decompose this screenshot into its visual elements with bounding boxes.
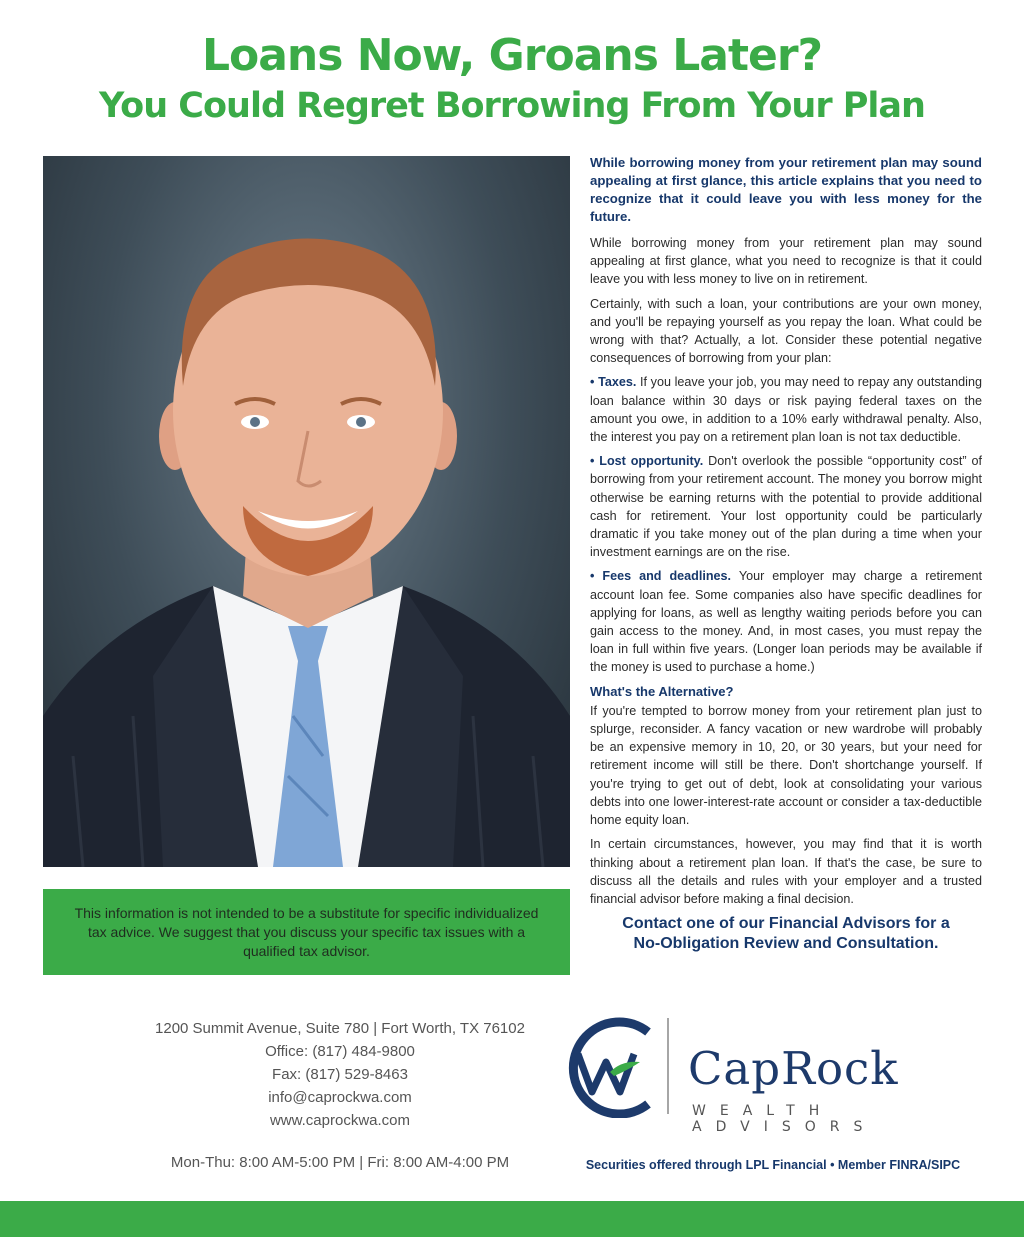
bullet-lost-opportunity [590,452,982,561]
bullet-fees-deadlines [590,567,982,676]
contact-office-phone: Office: (817) 484-9800 [265,1043,415,1060]
cta-line: Contact one of our Financial Advisors for a [622,915,950,933]
contact-website-link[interactable]: www.caprockwa.com [269,1112,411,1129]
article-paragraph: Certainly, with such a loan, your contributions are your own money, and you'll be repaying yourself as you repay the loan. What could be wrong with that? Actually, a lot. Consider these potential negative consequences of borrowing from your plan: [590,296,982,366]
bullet-text: Your employer may charge a retirement account loan fee. Some companies also have specific deadlines for applying for loans, as well as lengthy waiting periods before you can gain access to the money. And, in most cases, you must repay the loan in full within five years. (Longer loan periods may be available if the money is used to purchase a home.) [590,569,982,675]
alternative-heading: What's the Alternative? [590,683,734,699]
headline-primary: Loans Now, Groans Later? [201,30,823,81]
logo-wordmark: CapRock [688,1042,899,1095]
article-lead: While borrowing money from your retirement plan may sound appealing at first glance, this article explains that you need to recognize that it could leave you with less money for the future. [590,155,982,224]
office-hours: Mon-Thu: 8:00 AM-5:00 PM | Fri: 8:00 AM-4:00 PM [170,1154,510,1171]
article-paragraph: While borrowing money from your retirement plan may sound appealing at first glance, what you need to recognize is that it could leave you with less money to live on in retirement. [590,236,982,287]
securities-disclosure: Securities offered through LPL Financial • Member FINRA/SIPC [585,1158,961,1172]
contact-fax: Fax: (817) 529-8463 [272,1066,408,1083]
contact-email[interactable]: info@caprockwa.com [268,1089,412,1106]
article-paragraph: In certain circumstances, however, you may find that it is worth thinking about a retirement plan loan. If that's the case, be sure to discuss all the details and rules with your employer and a trusted financial advisor before making a final decision. [590,837,982,906]
call-to-action [590,914,982,954]
footer-bar [0,1201,1024,1237]
headline-secondary: You Could Regret Borrowing From Your Plan [99,86,925,126]
logo-tagline: WEALTH ADVISORS [692,1103,877,1135]
bullet-label: • Taxes. [590,375,637,390]
cta-line: No-Obligation Review and Consultation. [633,935,939,953]
tax-disclaimer: This information is not intended to be a substitute for specific individualized tax advice. We suggest that you discuss your specific tax issues with a qualified tax advisor. [43,889,570,975]
contact-address: 1200 Summit Avenue, Suite 780 | Fort Worth, TX 76102 [155,1020,525,1037]
article-body [590,154,982,954]
bullet-label: • Fees and deadlines. [590,569,732,584]
bullet-text: If you leave your job, you may need to repay any outstanding loan balance within 30 days or risk paying federal taxes on the amount you owe, in addition to a 10% early withdrawal penalty. Also, the interest you pay on a retirement plan loan is not tax deductible. [590,375,982,445]
bullet-text: Don't overlook the possible “opportunity cost” of borrowing from your retirement account. The money you borrow might otherwise be earning returns with the potential to provide additional cash for retirement. Your lost opportunity could be particularly dramatic if you take money out of the plan during a time when your investment earnings are on the rise. [590,454,982,560]
advisor-portrait [43,156,570,867]
bullet-label: • Lost opportunity. [590,454,704,469]
article-paragraph: If you're tempted to borrow money from your retirement plan just to splurge, reconsider. A fancy vacation or new wardrobe will probably be an expensive memory in 10, 20, or 30 years, but your need for retirement income will still be there. Don't shortchange yourself. If you're trying to get out of debt, look at consolidating your various debts into one lower-interest-rate account or consider a tax-deductible home equity loan. [590,703,982,828]
bullet-taxes [590,373,982,446]
